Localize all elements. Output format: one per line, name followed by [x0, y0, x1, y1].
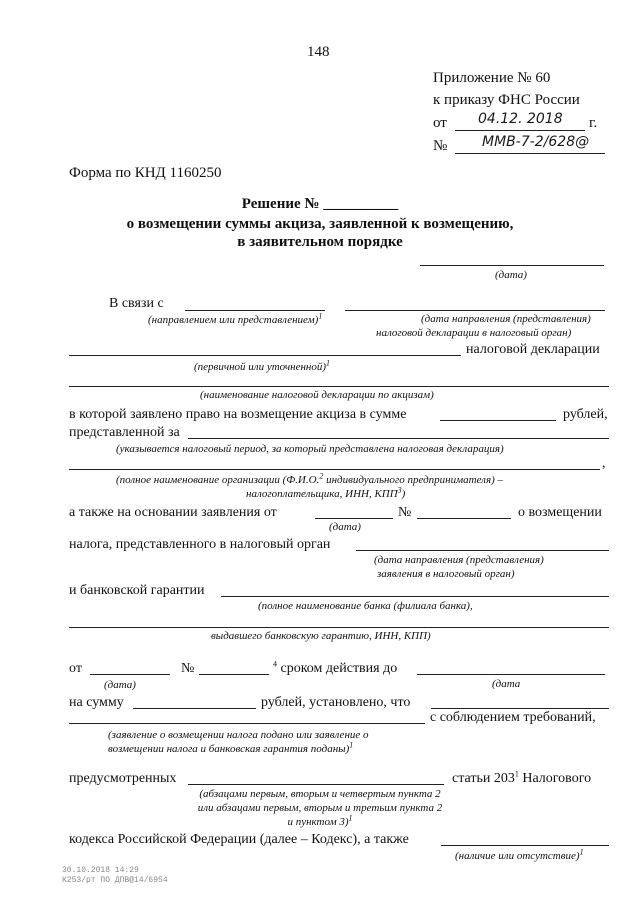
appendix-number-handwritten: ММВ-7-2/628@: [482, 134, 590, 150]
validity-label: $^4$ сроком действия до: [273, 659, 398, 676]
presence-hint: (наличие или отсутствие)$^1$: [455, 847, 584, 862]
app-submission-date-line: [356, 550, 609, 551]
submission-date-line: [345, 310, 605, 311]
declaration-name-line: [69, 386, 609, 387]
app-date-hint-2: заявления в налоговый орган): [377, 568, 515, 580]
submission-kind-hint: (направлением или представлением)$^1$: [148, 311, 323, 326]
paragraphs-line: [188, 784, 444, 785]
primary-corrected-line: [69, 355, 461, 356]
appendix-line2: к приказу ФНС России: [433, 92, 580, 108]
paragraphs-hint-3: и пунктом 3)$^1$: [287, 813, 353, 828]
org-name-hint-2: налогоплательщика, ИНН, КПП$^3$): [246, 485, 406, 500]
rubles-established-label: рублей, установлено, что: [261, 695, 411, 710]
decision-date-hint: (дата): [495, 269, 527, 281]
title-line1: Решение № __________: [241, 196, 399, 212]
guarantee-number-line: [199, 674, 269, 675]
appendix-date-line: [455, 130, 585, 131]
title-line3: в заявительном порядке: [237, 234, 403, 250]
appendix-line1: Приложение № 60: [433, 70, 551, 86]
article-label: статьи $203^1$ Налогового: [452, 769, 592, 786]
compliance-label: с соблюдением требований,: [430, 710, 596, 725]
application-date-hint: (дата): [329, 521, 361, 533]
bank-name-hint: (полное наименование банка (филиала банка),: [258, 600, 473, 612]
form-code: Форма по КНД 1160250: [69, 165, 222, 181]
appendix-number-label: №: [433, 138, 448, 154]
refund-claim-label: в которой заявлено право на возмещение акциза в сумме: [69, 407, 407, 422]
primary-corrected-hint: (первичной или уточненной)$^1$: [194, 358, 331, 373]
refund-amount-line: [440, 420, 556, 421]
validity-date-line: [417, 674, 605, 675]
bank-issuer-hint: выдавшего банковскую гарантию, ИНН, КПП): [211, 630, 431, 642]
validity-date-hint: (дата: [492, 678, 521, 690]
amount-line: [133, 708, 256, 709]
in-connection-label: В связи с: [109, 296, 164, 311]
established-line: [431, 708, 609, 709]
amount-label: на сумму: [69, 695, 124, 710]
appendix-from-label: от: [433, 115, 447, 131]
tax-submitted-label: налога, представленного в налоговый орган: [69, 537, 331, 552]
provided-by-label: предусмотренных: [69, 771, 177, 786]
page-number: 148: [307, 44, 330, 60]
tax-period-hint: (указывается налоговый период, за который представлена налоговая декларация): [116, 443, 504, 455]
application-number-sign: №: [398, 505, 412, 520]
print-stamp-line2: К253/рт ПО ДПВ@14/6954: [62, 876, 168, 885]
presence-line: [441, 845, 609, 846]
guarantee-date-hint: (дата): [104, 679, 136, 691]
print-stamp-line1: 30.10.2018 14:29: [62, 866, 139, 875]
org-name-hint-1: (полное наименование организации (Ф.И.О.$^2$ индивидуального предпринимателя) –: [116, 471, 504, 486]
application-status-line: [69, 723, 425, 724]
tax-period-line: [188, 438, 609, 439]
app-date-hint-1: (дата направления (представления): [374, 554, 544, 566]
rubles-label: рублей,: [563, 407, 608, 422]
declaration-name-hint: (наименование налоговой декларации по акцизам): [200, 389, 434, 401]
bank-guarantee-label: и банковской гарантии: [69, 583, 205, 598]
submission-date-hint-1: (дата направления (представления): [421, 313, 591, 325]
about-refund-label: о возмещении: [518, 505, 602, 520]
paragraphs-hint-2: или абзацами первым, вторым и третьим пункта 2: [197, 802, 443, 814]
bank-issuer-line: [69, 627, 609, 628]
submitted-for-label: представленной за: [69, 425, 180, 440]
appendix-number-line: [455, 153, 605, 154]
application-date-line: [315, 518, 393, 519]
guarantee-from-label: от: [69, 661, 82, 676]
application-status-hint-2: возмещении налога и банковская гарантия поданы)$^1$: [108, 740, 354, 755]
application-number-line: [417, 518, 511, 519]
bank-name-line: [221, 596, 609, 597]
submission-date-hint-2: налоговой декларации в налоговый орган): [376, 327, 572, 339]
org-name-comma: ,: [602, 456, 606, 471]
code-rf-label: кодекса Российской Федерации (далее – Кодекс), а также: [69, 832, 409, 847]
appendix-date-handwritten: 04.12. 2018: [478, 111, 563, 127]
appendix-year-suffix: г.: [589, 115, 598, 131]
guarantee-date-line: [90, 674, 170, 675]
decision-date-line: [420, 265, 604, 266]
paragraphs-hint-1: (абзацами первым, вторым и четвертым пункта 2: [199, 788, 441, 800]
application-status-hint-1: (заявление о возмещении налога подано или заявление о: [108, 729, 369, 741]
also-based-label: а также на основании заявления от: [69, 505, 277, 520]
title-line2: о возмещении суммы акциза, заявленной к возмещению,: [126, 216, 514, 232]
org-name-line: [69, 469, 600, 470]
guarantee-number-sign: №: [181, 661, 195, 676]
submission-kind-line: [185, 310, 325, 311]
tax-declaration-label: налоговой декларации: [466, 342, 600, 357]
